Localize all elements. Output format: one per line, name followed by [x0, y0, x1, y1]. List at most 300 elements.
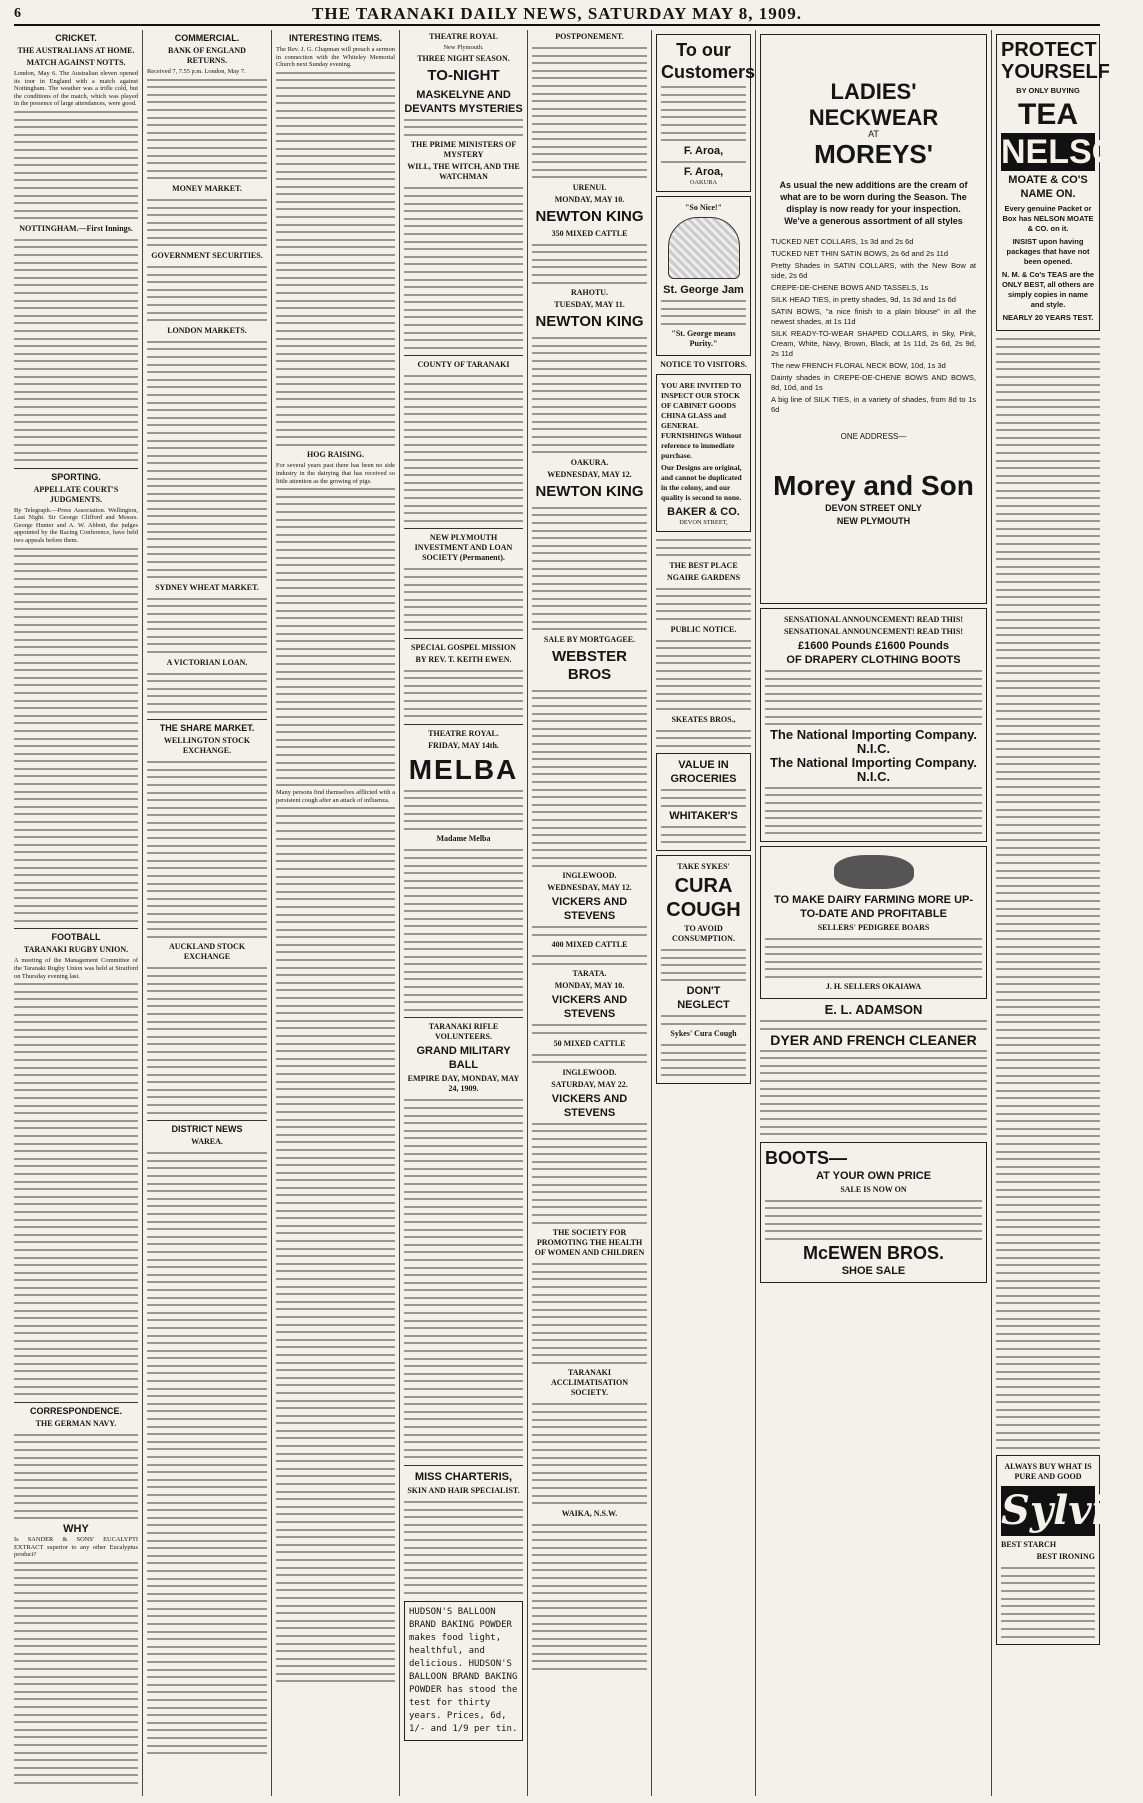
- text-line: [147, 677, 267, 685]
- text-line: [404, 1566, 523, 1574]
- ad-subtitle: AT YOUR OWN PRICE: [815, 1169, 932, 1182]
- text-line: [404, 291, 523, 299]
- headline: WEDNESDAY, MAY 12.: [547, 469, 632, 479]
- text-line: [14, 418, 138, 426]
- text-line: [147, 414, 267, 422]
- text-line: [276, 1267, 395, 1275]
- text-line: [14, 833, 138, 841]
- text-line: [276, 835, 395, 843]
- text-line: [14, 1200, 138, 1208]
- text-line: [996, 1231, 1100, 1239]
- text-line: [532, 1665, 647, 1673]
- text-line: [404, 877, 523, 885]
- text-line: [147, 452, 267, 460]
- text-line: [661, 113, 746, 121]
- headline: INGLEWOOD.: [562, 1067, 617, 1077]
- text-line: [656, 551, 751, 559]
- text-line: [147, 1529, 267, 1537]
- text-line: [147, 1696, 267, 1704]
- text-line: [276, 411, 395, 419]
- text-line: [532, 755, 647, 763]
- text-line: [276, 1313, 395, 1321]
- text-line: [532, 433, 647, 441]
- sykes-cura-cough-ad: [656, 855, 751, 1084]
- text-line: [14, 1627, 138, 1635]
- text-line: [147, 361, 267, 369]
- text-line: [147, 857, 267, 865]
- text-line: [14, 243, 138, 251]
- text-line: [14, 449, 138, 457]
- ad-title: To our Customers: [661, 40, 756, 82]
- article-text: Many persons find themselves afflicted with a persistent cough after an attack of influenza.: [276, 789, 395, 804]
- text-line: [404, 603, 523, 611]
- text-line: [661, 1020, 746, 1028]
- text-line: [14, 1345, 138, 1353]
- text-line: [14, 146, 138, 154]
- text-line: [14, 266, 138, 274]
- article-text: For several years past there has been no side industry in the dairying that has received so little attention as the growing of pigs.: [276, 462, 395, 485]
- text-line: [147, 1018, 267, 1026]
- text-line: [14, 1269, 138, 1277]
- text-line: [276, 576, 395, 584]
- text-line: [276, 1427, 395, 1435]
- text-line: [1001, 1572, 1095, 1580]
- text-line: [404, 892, 523, 900]
- text-line: [14, 327, 138, 335]
- text-line: [404, 945, 523, 953]
- text-line: [276, 403, 395, 411]
- text-line: [404, 938, 523, 946]
- text-line: [14, 1360, 138, 1368]
- text-line: [14, 1291, 138, 1299]
- text-line: [661, 312, 746, 320]
- text-line: [404, 1528, 523, 1536]
- text-line: [404, 1438, 523, 1446]
- article-text: London, May 6. The Australian eleven opened its tour in England with a match against Nottingham. The weather was a trifle cold, but the conditions of the match, which was played in the presence of large attendances, were good.: [14, 70, 138, 108]
- text-line: [276, 705, 395, 713]
- text-line: [656, 727, 751, 735]
- text-line: [532, 448, 647, 456]
- text-line: [765, 791, 982, 799]
- text-line: [996, 1117, 1100, 1125]
- text-line: [276, 1032, 395, 1040]
- text-line: [996, 1140, 1100, 1148]
- text-line: [404, 588, 523, 596]
- text-line: [996, 912, 1100, 920]
- text-line: [532, 786, 647, 794]
- text-line: [404, 1294, 523, 1302]
- text-line: [996, 1398, 1100, 1406]
- text-line: [147, 1354, 267, 1362]
- text-line: [147, 219, 267, 227]
- text-line: [404, 313, 523, 321]
- ad-at: AT: [868, 129, 879, 139]
- text-line: [147, 1180, 267, 1188]
- text-line: [532, 602, 647, 610]
- text-line: [404, 1446, 523, 1454]
- text-line: [276, 441, 395, 449]
- text-line: [14, 1635, 138, 1643]
- text-line: [996, 927, 1100, 935]
- text-line: [532, 349, 647, 357]
- text-line: [147, 1377, 267, 1385]
- st-george-jam-ad: [656, 196, 751, 356]
- text-line: [276, 1131, 395, 1139]
- text-line: [14, 567, 138, 575]
- text-line: [404, 1203, 523, 1211]
- text-line: [14, 1559, 138, 1567]
- text-line: [276, 183, 395, 191]
- text-line: [276, 1222, 395, 1230]
- text-line: [276, 243, 395, 251]
- text-line: [996, 1322, 1100, 1330]
- text-line: [147, 558, 267, 566]
- text-line: [532, 1454, 647, 1462]
- text-line: [14, 365, 138, 373]
- text-line: [276, 804, 395, 812]
- text-line: [532, 1499, 647, 1507]
- text-line: [760, 1100, 987, 1108]
- text-line: [147, 1362, 267, 1370]
- text-line: [14, 613, 138, 621]
- text-line: [765, 690, 982, 698]
- ad-address: DEVON STREET ONLY: [825, 503, 922, 514]
- text-line: [276, 1237, 395, 1245]
- text-line: [14, 1056, 138, 1064]
- text-line: [532, 90, 647, 98]
- text-line: [276, 76, 395, 84]
- text-line: [14, 1431, 138, 1439]
- sellers-boars-ad: [760, 846, 987, 1000]
- list-item: SILK READY-TO-WEAR SHAPED COLLARS, in Sky, Pink, Cream, White, Navy, Brown, Black, at 1s 11d, 2s 6d, 2s 9d, 2s 11d: [771, 328, 976, 358]
- section-share-market: THE SHARE MARKET.: [147, 719, 267, 734]
- text-line: [14, 357, 138, 365]
- text-line: [14, 988, 138, 996]
- text-line: [147, 353, 267, 361]
- text-line: [14, 651, 138, 659]
- text-line: [656, 637, 751, 645]
- list-item: TUCKED NET COLLARS, 1s 3d and 2s 6d: [771, 236, 914, 246]
- text-line: [996, 1307, 1100, 1315]
- text-line: [532, 97, 647, 105]
- text-line: [14, 788, 138, 796]
- text-line: [276, 1374, 395, 1382]
- text-line: [532, 504, 647, 512]
- text-line: [996, 669, 1100, 677]
- text-line: [14, 176, 138, 184]
- text-line: [14, 1650, 138, 1658]
- text-line: [14, 426, 138, 434]
- text-line: [661, 1056, 746, 1064]
- text-line: [276, 842, 395, 850]
- text-line: [661, 1012, 746, 1020]
- text-line: [532, 542, 647, 550]
- column-7: [756, 30, 992, 1796]
- headline: MONDAY, MAY 10.: [554, 194, 625, 204]
- text-line: [276, 880, 395, 888]
- ad-headline: TO MAKE DAIRY FARMING MORE UP-TO-DATE AND PROFITABLE: [773, 893, 974, 920]
- text-line: [147, 437, 267, 445]
- text-line: [14, 1011, 138, 1019]
- text-line: [147, 345, 267, 353]
- text-line: [765, 784, 982, 792]
- text-line: [532, 770, 647, 778]
- text-line: [996, 1049, 1100, 1057]
- text-line: [276, 1154, 395, 1162]
- text-line: [404, 626, 523, 634]
- text-line: [996, 1079, 1100, 1087]
- text-line: [532, 694, 647, 702]
- text-line: [656, 544, 751, 552]
- text-line: [996, 343, 1100, 351]
- text-line: [14, 1461, 138, 1469]
- text-line: [276, 751, 395, 759]
- text-line: [14, 1726, 138, 1734]
- text-line: [14, 1352, 138, 1360]
- text-line: [404, 268, 523, 276]
- text-line: [276, 713, 395, 721]
- text-line: [14, 1132, 138, 1140]
- headline: POSTPONEMENT.: [555, 32, 624, 41]
- text-line: [404, 433, 523, 441]
- text-line: [996, 373, 1100, 381]
- text-line: [404, 418, 523, 426]
- text-line: [404, 983, 523, 991]
- section-interesting-items: INTERESTING ITEMS.: [288, 33, 382, 43]
- text-line: [276, 1579, 395, 1587]
- text-line: [404, 1317, 523, 1325]
- text-line: [532, 128, 647, 136]
- text-line: [404, 1370, 523, 1378]
- text-line: [276, 335, 395, 343]
- text-line: [996, 1391, 1100, 1399]
- text-line: [996, 1102, 1100, 1110]
- ad-text: NEARLY 20 YEARS TEST.: [1002, 313, 1094, 322]
- text-line: [532, 1336, 647, 1344]
- text-line: [404, 975, 523, 983]
- text-line: [147, 811, 267, 819]
- text-line: [147, 1666, 267, 1674]
- text-line: [532, 150, 647, 158]
- text-line: [996, 1003, 1100, 1011]
- text-line: [276, 759, 395, 767]
- text-line: [147, 1063, 267, 1071]
- text-line: [404, 253, 523, 261]
- headline: SKEATES BROS.,: [671, 714, 736, 724]
- text-line: [276, 1002, 395, 1010]
- text-line: [996, 616, 1100, 624]
- text-line: [656, 585, 751, 593]
- text-line: [276, 1116, 395, 1124]
- text-line: [147, 1567, 267, 1575]
- text-line: [996, 464, 1100, 472]
- text-line: [532, 846, 647, 854]
- text-line: [996, 988, 1100, 996]
- text-line: [532, 816, 647, 824]
- column-2: [143, 30, 272, 1796]
- text-line: [276, 971, 395, 979]
- text-line: [276, 1207, 395, 1215]
- text-line: [14, 856, 138, 864]
- auctioneer-heading: NEWTON KING: [535, 207, 644, 225]
- text-line: [996, 1208, 1100, 1216]
- text-line: [532, 1181, 647, 1189]
- ad-text: YOU ARE INVITED TO INSPECT OUR STOCK OF CABINET GOODS CHINA GLASS and GENERAL FURNISHINGS Without reference to immediate purchase.: [661, 381, 742, 461]
- text-line: [14, 1756, 138, 1764]
- text-line: [532, 557, 647, 565]
- text-line: [147, 595, 267, 603]
- text-line: [404, 1096, 523, 1104]
- text-line: [14, 757, 138, 765]
- text-line: [276, 426, 395, 434]
- text-line: [147, 467, 267, 475]
- headline: A VICTORIAN LOAN.: [166, 657, 248, 667]
- text-line: [276, 1275, 395, 1283]
- text-line: [996, 479, 1100, 487]
- text-line: [147, 1590, 267, 1598]
- text-line: [661, 297, 746, 305]
- text-line: [276, 1412, 395, 1420]
- headline: NGAIRE GARDENS: [666, 572, 741, 582]
- text-line: [996, 639, 1100, 647]
- text-line: [147, 144, 267, 152]
- text-line: [147, 602, 267, 610]
- text-line: [14, 742, 138, 750]
- text-line: [996, 943, 1100, 951]
- ad-brand: The National Importing Company. N.I.C.: [769, 754, 978, 784]
- text-line: [404, 298, 523, 306]
- article-text: Received 7, 7.55 p.m. London, May 7.: [147, 68, 246, 75]
- moreys-neckwear-ad: [760, 34, 987, 604]
- text-line: [14, 1003, 138, 1011]
- text-line: [14, 373, 138, 381]
- headline: INGLEWOOD.: [562, 871, 617, 881]
- text-line: [996, 578, 1100, 586]
- text-line: [147, 399, 267, 407]
- text-line: [147, 421, 267, 429]
- text-line: [147, 796, 267, 804]
- text-line: [532, 1536, 647, 1544]
- text-line: [147, 834, 267, 842]
- text-line: [14, 1673, 138, 1681]
- text-line: [532, 1135, 647, 1143]
- text-line: [404, 953, 523, 961]
- ad-product: TEA: [1018, 98, 1078, 131]
- text-line: [276, 1472, 395, 1480]
- text-line: [14, 886, 138, 894]
- text-line: [996, 1178, 1100, 1186]
- text-line: [14, 312, 138, 320]
- text-line: [14, 138, 138, 146]
- text-line: [276, 812, 395, 820]
- text-line: [14, 123, 138, 131]
- text-line: [404, 1218, 523, 1226]
- text-line: [276, 865, 395, 873]
- text-line: [147, 1240, 267, 1248]
- text-line: [404, 1104, 523, 1112]
- text-line: [14, 1124, 138, 1132]
- text-line: [532, 1642, 647, 1650]
- text-line: [765, 958, 982, 966]
- ad-address-label: ONE ADDRESS—: [840, 431, 907, 441]
- text-line: [147, 1332, 267, 1340]
- text-line: [765, 697, 982, 705]
- text-line: [996, 677, 1100, 685]
- text-line: [404, 1536, 523, 1544]
- text-line: [14, 681, 138, 689]
- text-line: [532, 793, 647, 801]
- text-line: [147, 1218, 267, 1226]
- text-line: [532, 1423, 647, 1431]
- text-line: [661, 1049, 746, 1057]
- text-line: [276, 569, 395, 577]
- list-item: SILK HEAD TIES, in pretty shades, 9d, 1s 3d and 1s 6d: [771, 294, 956, 304]
- text-line: [996, 836, 1100, 844]
- text-line: [404, 222, 523, 230]
- text-line: [404, 1157, 523, 1165]
- text-line: [14, 380, 138, 388]
- text-line: [14, 1711, 138, 1719]
- text-line: [532, 839, 647, 847]
- text-line: [404, 960, 523, 968]
- text-line: [404, 479, 523, 487]
- text-line: [532, 587, 647, 595]
- text-line: [404, 1431, 523, 1439]
- text-line: [276, 1662, 395, 1670]
- ad-subtitle: BY ONLY BUYING: [1016, 86, 1080, 95]
- text-line: [276, 380, 395, 388]
- text-line: [532, 931, 647, 939]
- text-line: [276, 941, 395, 949]
- text-line: [147, 406, 267, 414]
- text-line: [996, 646, 1100, 654]
- text-line: [14, 1299, 138, 1307]
- text-line: [14, 1033, 138, 1041]
- text-line: [532, 1544, 647, 1552]
- text-line: [147, 789, 267, 797]
- text-line: [14, 199, 138, 207]
- text-line: [996, 1041, 1100, 1049]
- text-line: [14, 395, 138, 403]
- text-line: [14, 1284, 138, 1292]
- text-line: [147, 910, 267, 918]
- text-line: [404, 116, 523, 124]
- text-line: [14, 575, 138, 583]
- text-line: [996, 365, 1100, 373]
- text-line: [532, 387, 647, 395]
- text-line: [532, 1219, 647, 1227]
- text-line: [147, 83, 267, 91]
- text-line: [996, 1026, 1100, 1034]
- text-line: [404, 1362, 523, 1370]
- ad-intro: As usual the new additions are the cream of what are to be worn during the Season. The display is now ready for your inspection. We've a generous assortment of all styles: [779, 179, 968, 226]
- text-line: [147, 1316, 267, 1324]
- text-line: [661, 98, 746, 106]
- text-line: [661, 91, 746, 99]
- ad-title: VALUE IN GROCERIES: [670, 759, 737, 786]
- text-line: [147, 368, 267, 376]
- text-line: [996, 1436, 1100, 1444]
- text-line: [14, 666, 138, 674]
- text-line: [404, 581, 523, 589]
- text-line: [14, 1223, 138, 1231]
- text-line: [147, 1210, 267, 1218]
- ad-subtitle: BEST STARCH: [1001, 1540, 1057, 1550]
- sylvia-logo: Sylvia: [1001, 1487, 1133, 1535]
- ad-store-name: Morey and Son: [773, 470, 974, 502]
- ad-title: BOOTS—: [765, 1147, 848, 1168]
- text-line: [532, 1298, 647, 1306]
